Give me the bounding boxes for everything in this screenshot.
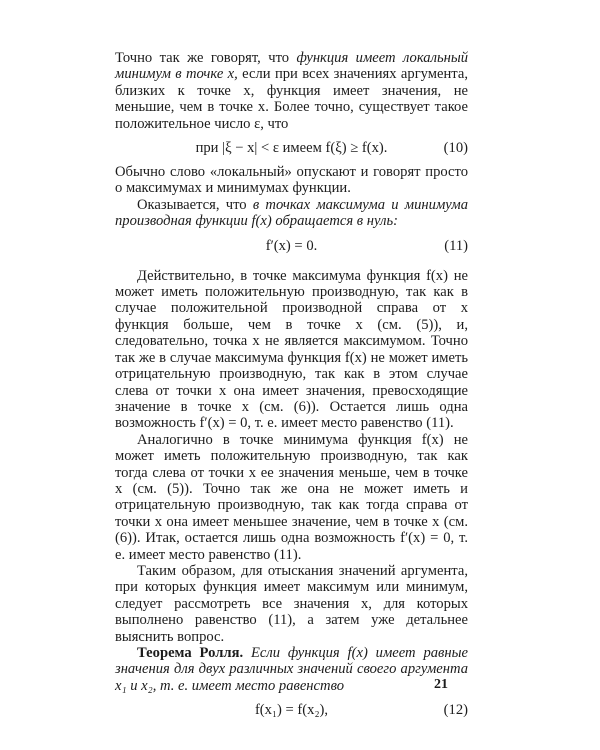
equation-10-body: при |ξ − x| < ε имеем f(ξ) ≥ f(x). [195, 140, 388, 157]
equation-11-number: (11) [444, 237, 468, 254]
paragraph-rolle-theorem [115, 645, 468, 694]
equation-10-number: (10) [443, 140, 468, 157]
paragraph-derivative-zero: Оказывается, что в точках максимума и минимума производная функции f(x) обращается в нуль: [115, 196, 468, 230]
derivative-zero-statement: в точках максимума и минимума производная функции f(x) обращается в нуль: [115, 196, 468, 230]
equation-12-body: f(x₁) = f(x₂), [254, 702, 329, 719]
rolle-theorem-statement: Если функция f(x) имеет равные значения для двух различных значений своего аргумента x₁ и x₂, т. е. имеет место равенство [115, 645, 468, 694]
rolle-theorem-title: Теорема Ролля. [137, 645, 244, 661]
equation-12-number: (12) [443, 702, 468, 719]
paragraph-minimum-proof: Аналогично в точке минимума функция f(x) не может иметь положительную производную, так как тогда слева от точки x ее значения меньше, чем в точке x (см. (5)). Точно так же она не может иметь и отрицательную производную, так как тогда справа от точки x она имеет меньшее значение, чем в точке x (см. (6)). Итак, остается лишь одна возможность f′(x) = 0, т. е. имеет место равенство (11). [115, 431, 468, 563]
equation-11-body: f′(x) = 0. [265, 237, 318, 254]
equation-10 [115, 138, 468, 158]
paragraph-conclusion: Таким образом, для отыскания значений аргумента, при которых функция имеет максимум или минимум, следует рассмотреть все значения x, для которых выполнено равенство (11), а затем уже детальнее выяснить вопрос. [115, 562, 468, 645]
equation-12 [115, 700, 468, 720]
equation-11 [115, 236, 468, 256]
paragraph-maximum-proof: Действительно, в точке максимума функция f(x) не может иметь положительную производную, так как в случае положительной производной справа от x функция больше, чем в точке x (см. (5)), и, следовательно, точка x не является максимумом. Точно так же в случае максимума функция f(x) не может иметь отрицательную производную, так как в этом случае слева от точки x она имеет значения, превосходящие значение в точке x (см. (6)). Остается лишь одна возможность f′(x) = 0, т. е. имеет место равенство (11). [115, 267, 468, 432]
paragraph-local-minimum: Точно так же говорят, что функция имеет локальный минимум в точке x, если при всех значениях аргумента, близких к точке x, функция имеет значения, не меньшие, чем в точке x. Более точно, существует такое положительное число ε, что [115, 50, 469, 132]
page-number: 21 [434, 677, 448, 692]
paragraph-local-word: Обычно слово «локальный» опускают и говорят просто о максимумах и минимумах функции. [115, 164, 468, 197]
text-column [115, 50, 468, 726]
local-minimum-definition: функция имеет локальный минимум в точке x, [115, 50, 469, 83]
